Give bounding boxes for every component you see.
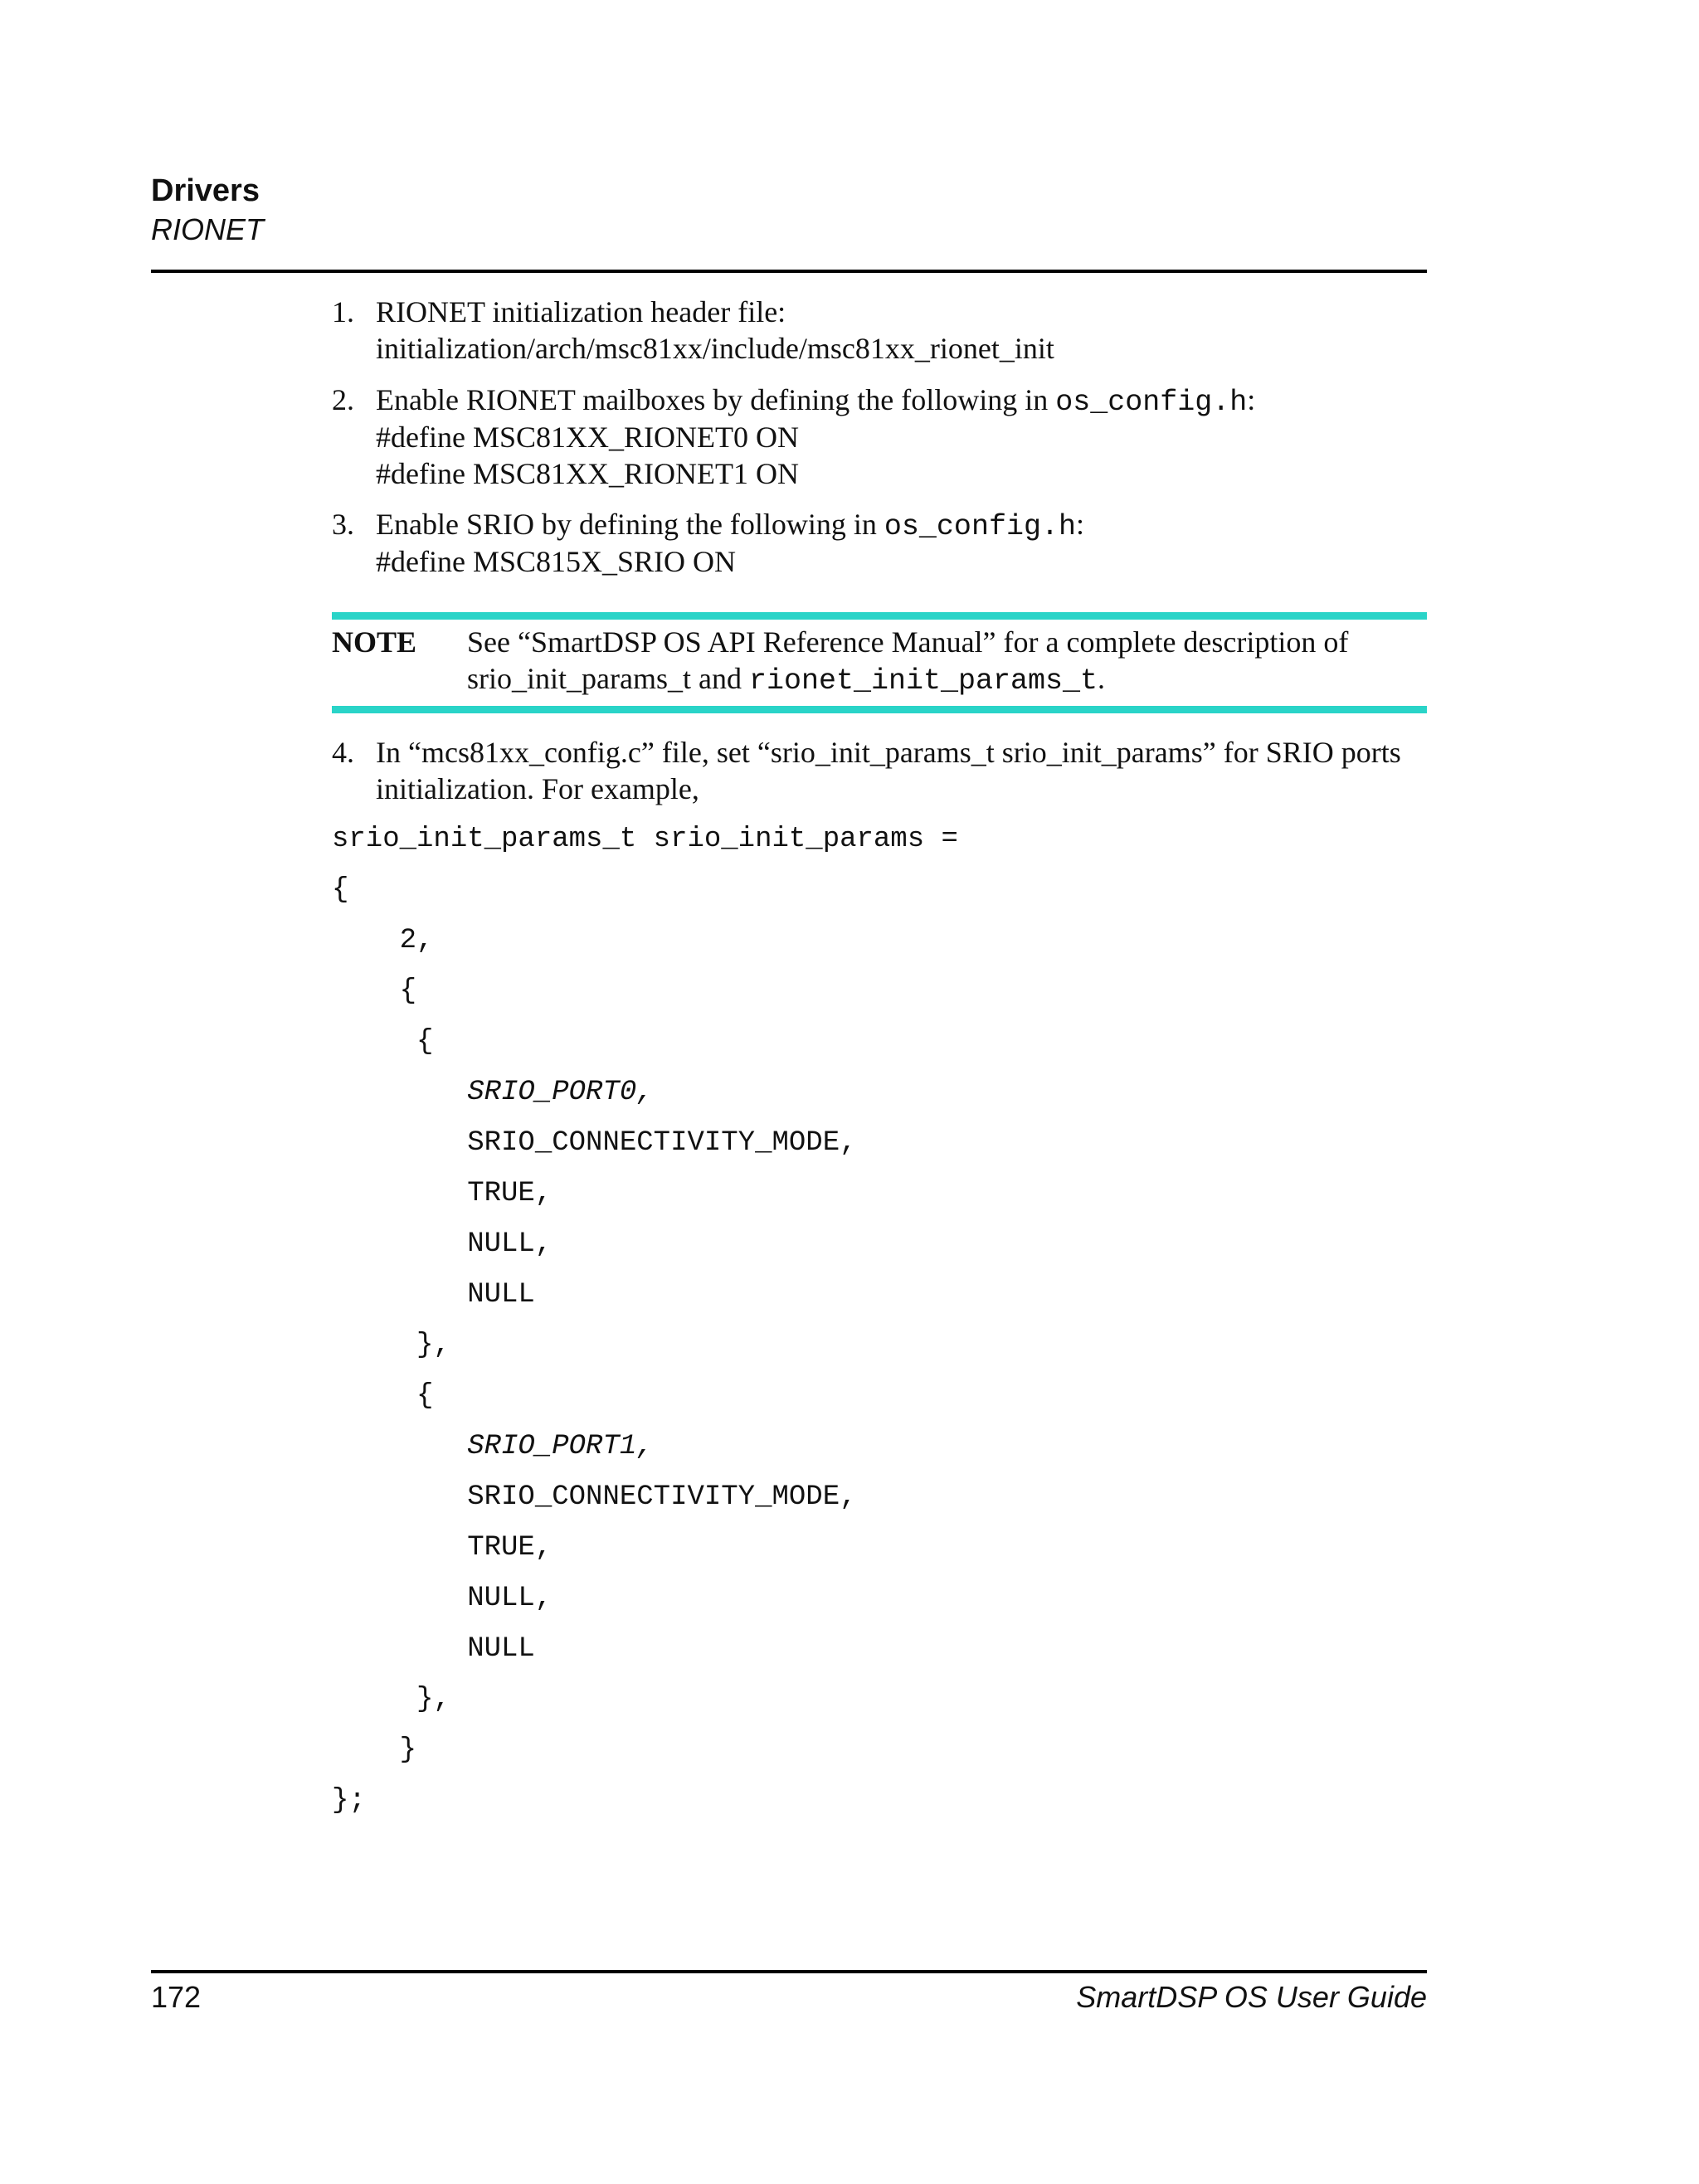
inline-code: os_config.h — [1055, 386, 1248, 419]
section-subtitle: RIONET — [151, 212, 265, 246]
note-text-part: . — [1098, 662, 1106, 695]
note-bottom-bar — [332, 706, 1427, 713]
code-line: { — [332, 1380, 434, 1412]
code-line: SRIO_CONNECTIVITY_MODE, — [332, 1127, 857, 1159]
step-text-part: Enable SRIO by defining the following in — [376, 508, 884, 541]
inline-code: rionet_init_params_t — [748, 664, 1098, 698]
step-text: initialization. For example, — [376, 772, 699, 805]
note-top-bar — [332, 612, 1427, 620]
step-2 — [332, 382, 1255, 492]
note-line: See “SmartDSP OS API Reference Manual” for a complete description of — [467, 625, 1349, 659]
code-line: NULL, — [332, 1583, 553, 1614]
code-line: TRUE, — [332, 1532, 553, 1564]
chapter-title: Drivers — [151, 173, 260, 208]
page-number: 172 — [151, 1980, 202, 2014]
step-text: RIONET initialization header file: — [376, 295, 786, 328]
footer-rule — [151, 1970, 1427, 1973]
code-line: { — [332, 975, 417, 1007]
code-line: NULL, — [332, 1228, 553, 1260]
step-1 — [332, 294, 1054, 367]
code-line: } — [332, 1734, 417, 1766]
code-line: }; — [332, 1785, 366, 1817]
code-line: }, — [332, 1684, 450, 1715]
header-rule — [151, 270, 1427, 273]
inline-code: os_config.h — [884, 510, 1076, 543]
code-line: TRUE, — [332, 1178, 553, 1209]
note-text-part: srio_init_params_t and — [467, 662, 749, 695]
define-line: #define MSC81XX_RIONET0 ON — [376, 421, 799, 454]
step-text — [376, 382, 1255, 419]
book-title: SmartDSP OS User Guide — [1076, 1980, 1427, 2014]
code-line: SRIO_PORT0, — [332, 1077, 654, 1108]
step-text-part: Enable RIONET mailboxes by defining the following in — [376, 383, 1056, 416]
note-box — [332, 612, 1427, 713]
code-line: NULL — [332, 1279, 535, 1311]
note-label: NOTE — [332, 625, 417, 659]
step-3 — [332, 506, 1084, 580]
code-line: }, — [332, 1330, 450, 1361]
step-number: 4. — [332, 736, 354, 769]
step-text-part: : — [1247, 383, 1256, 416]
step-number: 3. — [332, 508, 354, 541]
step-number: 1. — [332, 295, 354, 328]
note-text — [467, 624, 1348, 698]
file-path: initialization/arch/msc81xx/include/msc81xx_rionet_init — [376, 332, 1054, 365]
code-line: 2, — [332, 925, 434, 956]
define-line: #define MSC815X_SRIO ON — [376, 545, 737, 578]
step-text: In “mcs81xx_config.c” file, set “srio_init_params_t srio_init_params” for SRIO ports — [376, 736, 1401, 769]
step-text-part: : — [1075, 508, 1084, 541]
code-line: { — [332, 1026, 434, 1058]
step-number: 2. — [332, 383, 354, 416]
code-line: NULL — [332, 1633, 535, 1665]
code-line: { — [332, 874, 349, 906]
define-line: #define MSC81XX_RIONET1 ON — [376, 457, 799, 490]
code-line: SRIO_PORT1, — [332, 1431, 654, 1462]
note-line — [467, 660, 1348, 698]
step-4 — [332, 734, 1401, 807]
step-text — [376, 506, 1084, 543]
code-line: srio_init_params_t srio_init_params = — [332, 824, 958, 855]
code-line: SRIO_CONNECTIVITY_MODE, — [332, 1481, 857, 1513]
